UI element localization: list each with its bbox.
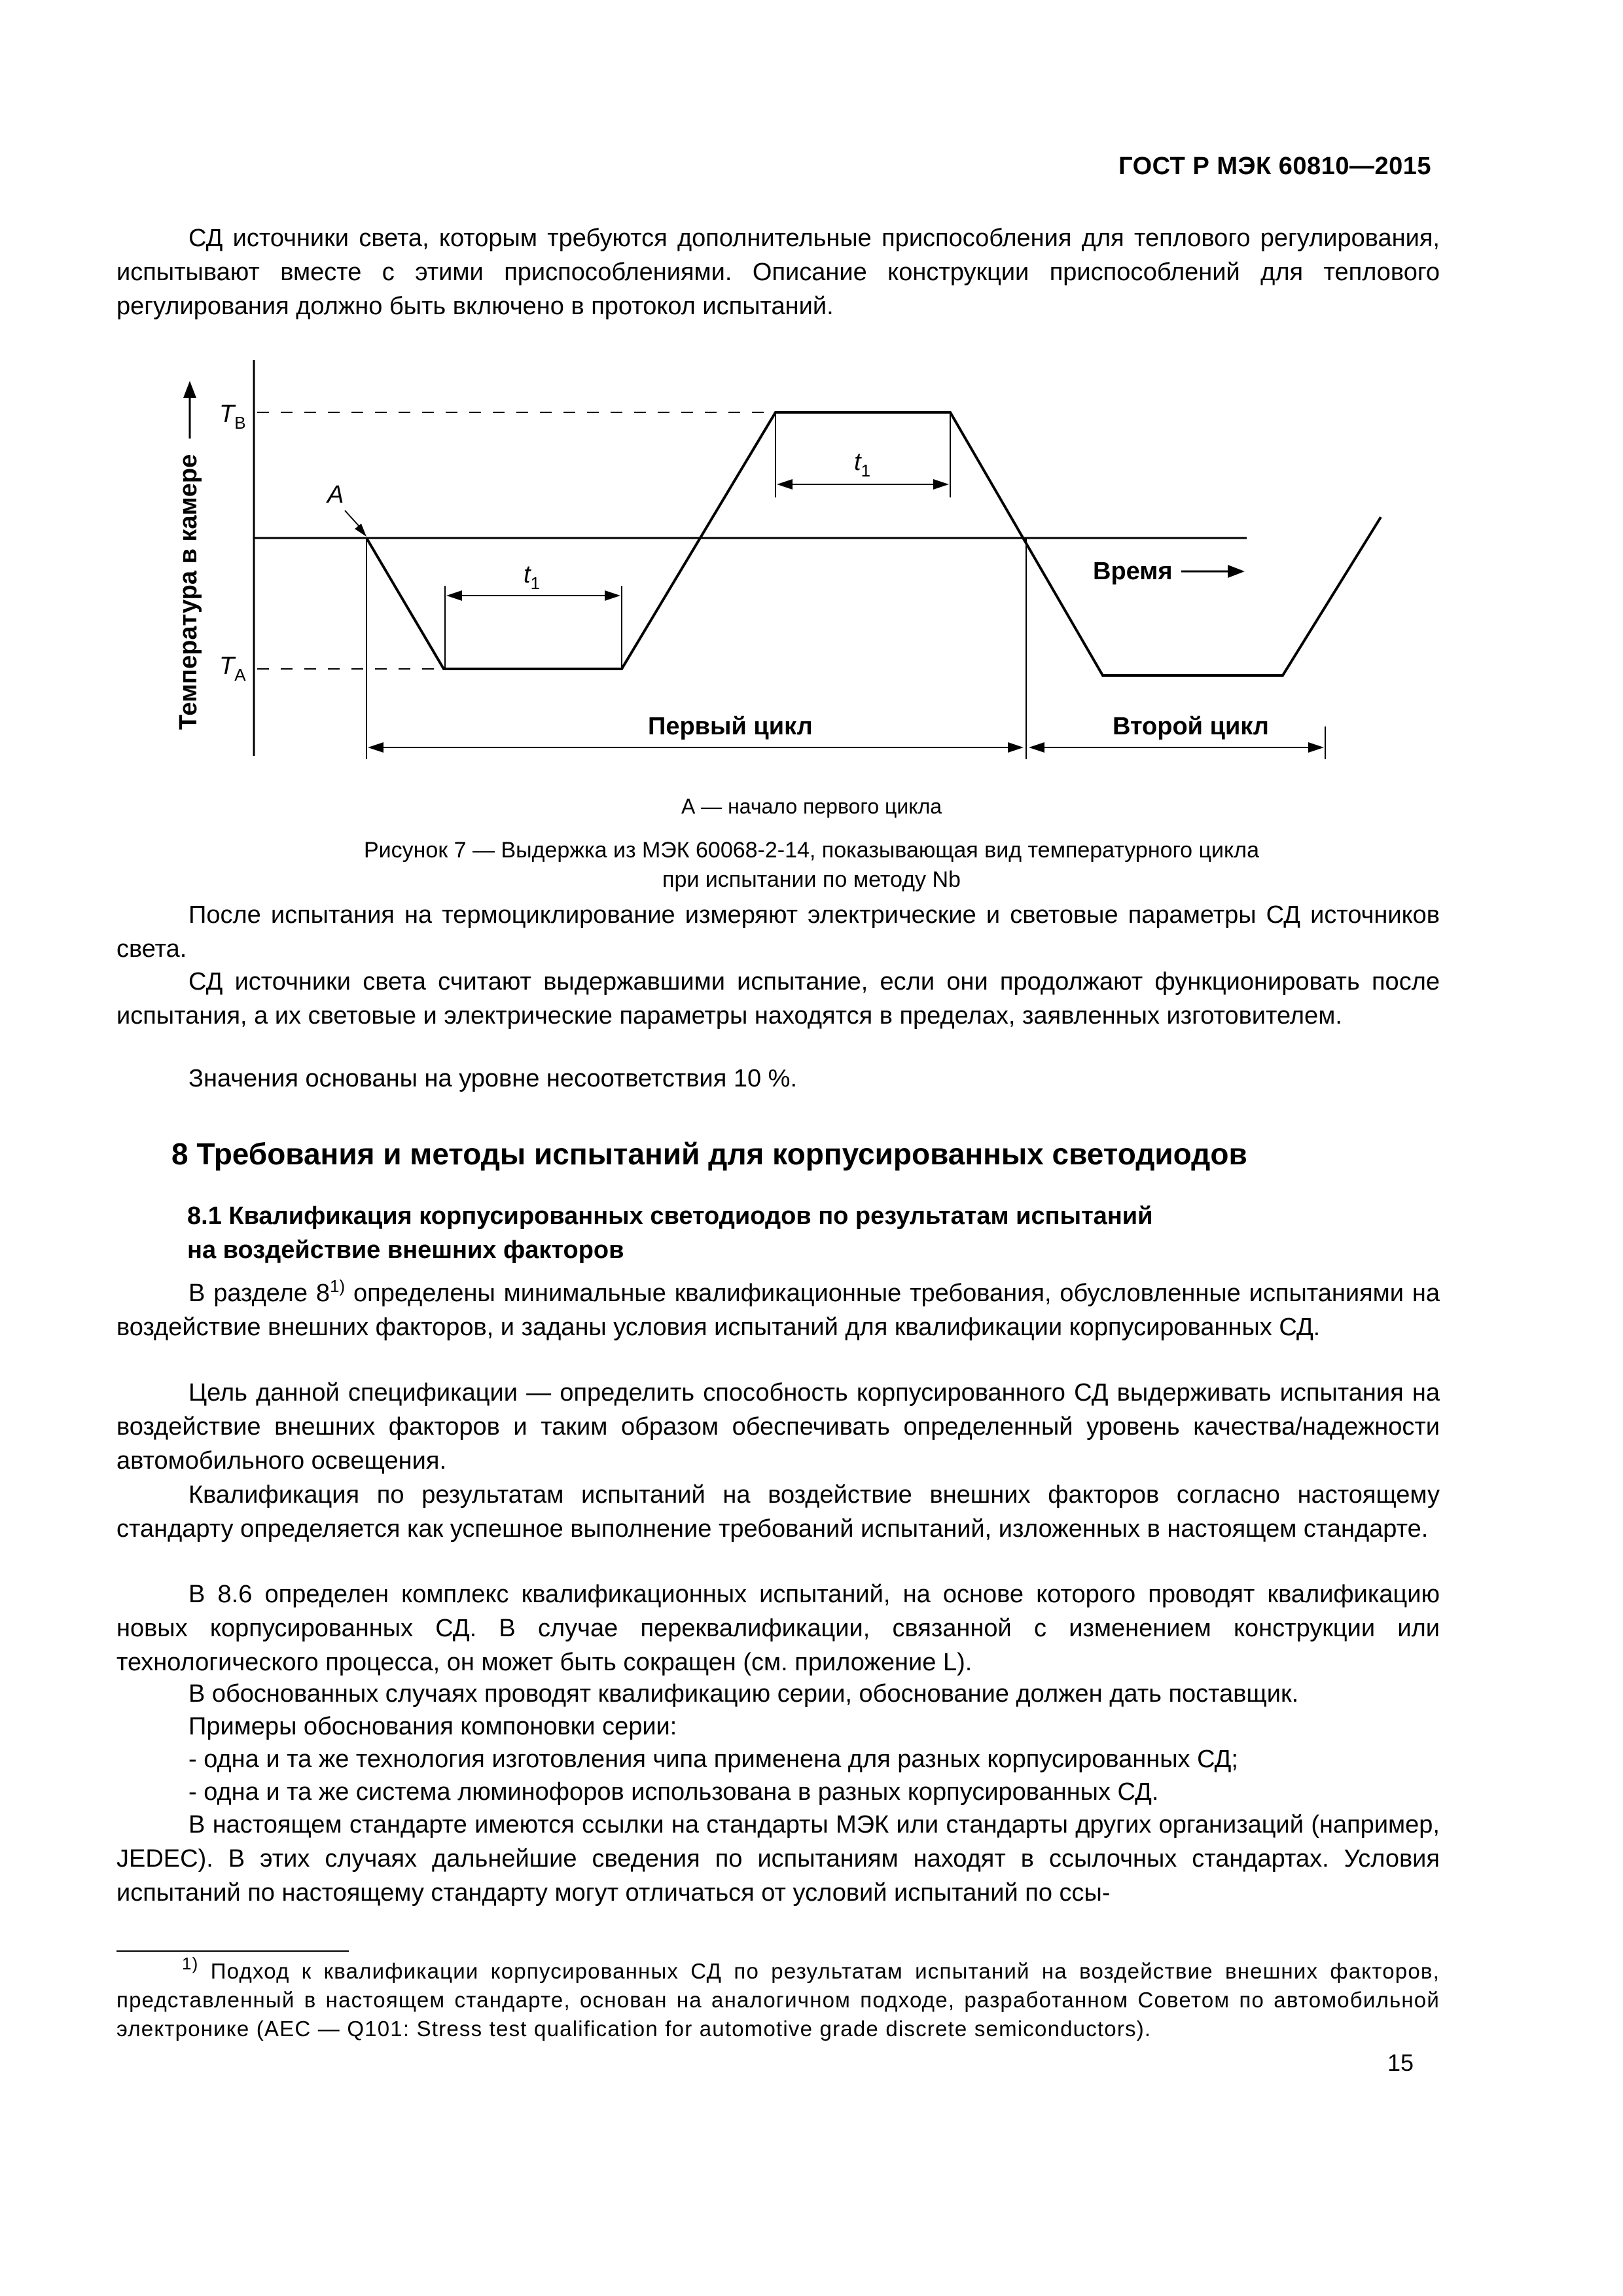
standard-header: ГОСТ Р МЭК 60810—2015	[1118, 152, 1431, 180]
subsection-heading-line2: на воздействие внешних факторов	[187, 1236, 624, 1264]
section-paragraph-2: Цель данной спецификации — определить способность корпусированного СД выдерживать испытания на воздействие внешних факторов и таким образом обеспечивать определенный уровень качества/надежности автомобильного освещения.	[116, 1379, 1440, 1475]
figure-caption-line2: при испытании по методу Nb	[662, 867, 961, 892]
time-label: Время	[1093, 558, 1173, 585]
section-paragraph-4: В 8.6 определен комплекс квалификационных испытаний, на основе которого проводят квалификацию новых корпусированных СД. В случае переквалификации, связанной с изменением конструкции или технологического процесса, он может быть сокращен (см. приложение L).	[116, 1581, 1440, 1676]
section-paragraph-7: В настоящем стандарте имеются ссылки на стандарты МЭК или стандарты других организаций (например, JEDEC). В этих случаях дальнейшие сведения по испытаниям находят в ссылочных стандартах. Условия испытаний по настоящему стандарту могут отличаться от условий испытаний по ссы-	[116, 1811, 1440, 1907]
body-paragraph-1: После испытания на термоциклирование измеряют электрические и световые параметры СД источников света.	[116, 901, 1440, 963]
second-cycle-label: Второй цикл	[1113, 713, 1269, 740]
figure-note: А — начало первого цикла	[681, 795, 942, 818]
second-cycle-arrow-left	[1029, 742, 1044, 753]
first-cycle-label: Первый цикл	[648, 713, 813, 740]
subsection-heading	[187, 1199, 1153, 1267]
section-paragraph-3: Квалификация по результатам испытаний на воздействие внешних факторов согласно настоящему стандарту определяется как успешное выполнение требований испытаний, изложенных в настоящем стандарте.	[116, 1481, 1440, 1543]
intro-paragraph: СД источники света, которым требуются дополнительные приспособления для теплового регулирования, испытывают вместе с этими приспособлениями. Описание конструкции приспособлений для теплового регулирования должно быть включено в протокол испытаний.	[116, 224, 1440, 320]
section-paragraph-1-end: определены минимальные квалификационные требования, обусловленные испытаниями на воздействие внешних факторов, и заданы условия испытаний для квалификации корпусированных СД.	[116, 1280, 1440, 1341]
section-heading: 8 Требования и методы испытаний для корпусированных светодиодов	[171, 1137, 1247, 1171]
second-cycle-arrow-right	[1308, 742, 1324, 753]
section-paragraph-1-start: В разделе 8	[188, 1280, 330, 1307]
t1-upper-arrow-right	[933, 479, 949, 490]
point-a-arrowhead	[355, 524, 366, 537]
section-paragraph-6: Примеры обоснования компоновки серии:	[188, 1713, 677, 1740]
body-paragraph-2: СД источники света считают выдержавшими испытание, если они продолжают функционировать после испытания, а их световые и электрические параметры находятся в пределах, заявленных изготовителем.	[116, 968, 1440, 1030]
section-paragraph-5: В обоснованных случаях проводят квалификацию серии, обоснование должен дать поставщик.	[188, 1680, 1299, 1708]
list-item: - одна и та же система люминофоров использована в разных корпусированных СД.	[188, 1778, 1159, 1806]
body-paragraph-3: Значения основаны на уровне несоответствия 10 %.	[188, 1065, 798, 1092]
t1-lower-arrow-right	[605, 590, 620, 601]
t1-upper-arrow-left	[777, 479, 793, 490]
footnote	[116, 1954, 1440, 2043]
t1-upper-label: $t_1$	[854, 448, 871, 480]
ta-label: $T_A$	[219, 653, 246, 685]
footnote-separator	[116, 1950, 349, 1952]
t1-lower-arrow-left	[446, 590, 462, 601]
footnote-text: Подход к квалификации корпусированных СД по результатам испытаний на воздействие внешних факторов, представленный в настоящем стандарте, основан на аналогичном подходе, разработанном Советом по автомобильной электронике (AEC — Q101: Stress test qualification for automotive grade discrete semiconductors).	[116, 1959, 1440, 2041]
axis-label-arrowhead	[183, 381, 196, 398]
section-paragraph-1	[116, 1276, 1440, 1344]
temperature-cycle-figure	[0, 0, 1623, 785]
temperature-profile	[366, 412, 1381, 675]
list-item: - одна и та же технология изготовления чипа применена для разных корпусированных СД;	[188, 1746, 1238, 1773]
page-number: 15	[1387, 2049, 1414, 2076]
time-arrowhead	[1228, 565, 1245, 578]
y-axis-label: Температура в камере	[175, 454, 202, 730]
first-cycle-arrow-left	[368, 742, 383, 753]
point-a-label: A	[327, 481, 344, 509]
footnote-marker: 1)	[182, 1954, 199, 1973]
footnote-reference: 1)	[330, 1276, 346, 1296]
tb-label: $T_B$	[219, 401, 246, 433]
first-cycle-arrow-right	[1008, 742, 1024, 753]
figure-caption-line1: Рисунок 7 — Выдержка из МЭК 60068-2-14, показывающая вид температурного цикла	[363, 838, 1259, 863]
subsection-heading-line1: 8.1 Квалификация корпусированных светодиодов по результатам испытаний	[187, 1202, 1153, 1230]
t1-lower-label: $t_1$	[524, 561, 541, 593]
